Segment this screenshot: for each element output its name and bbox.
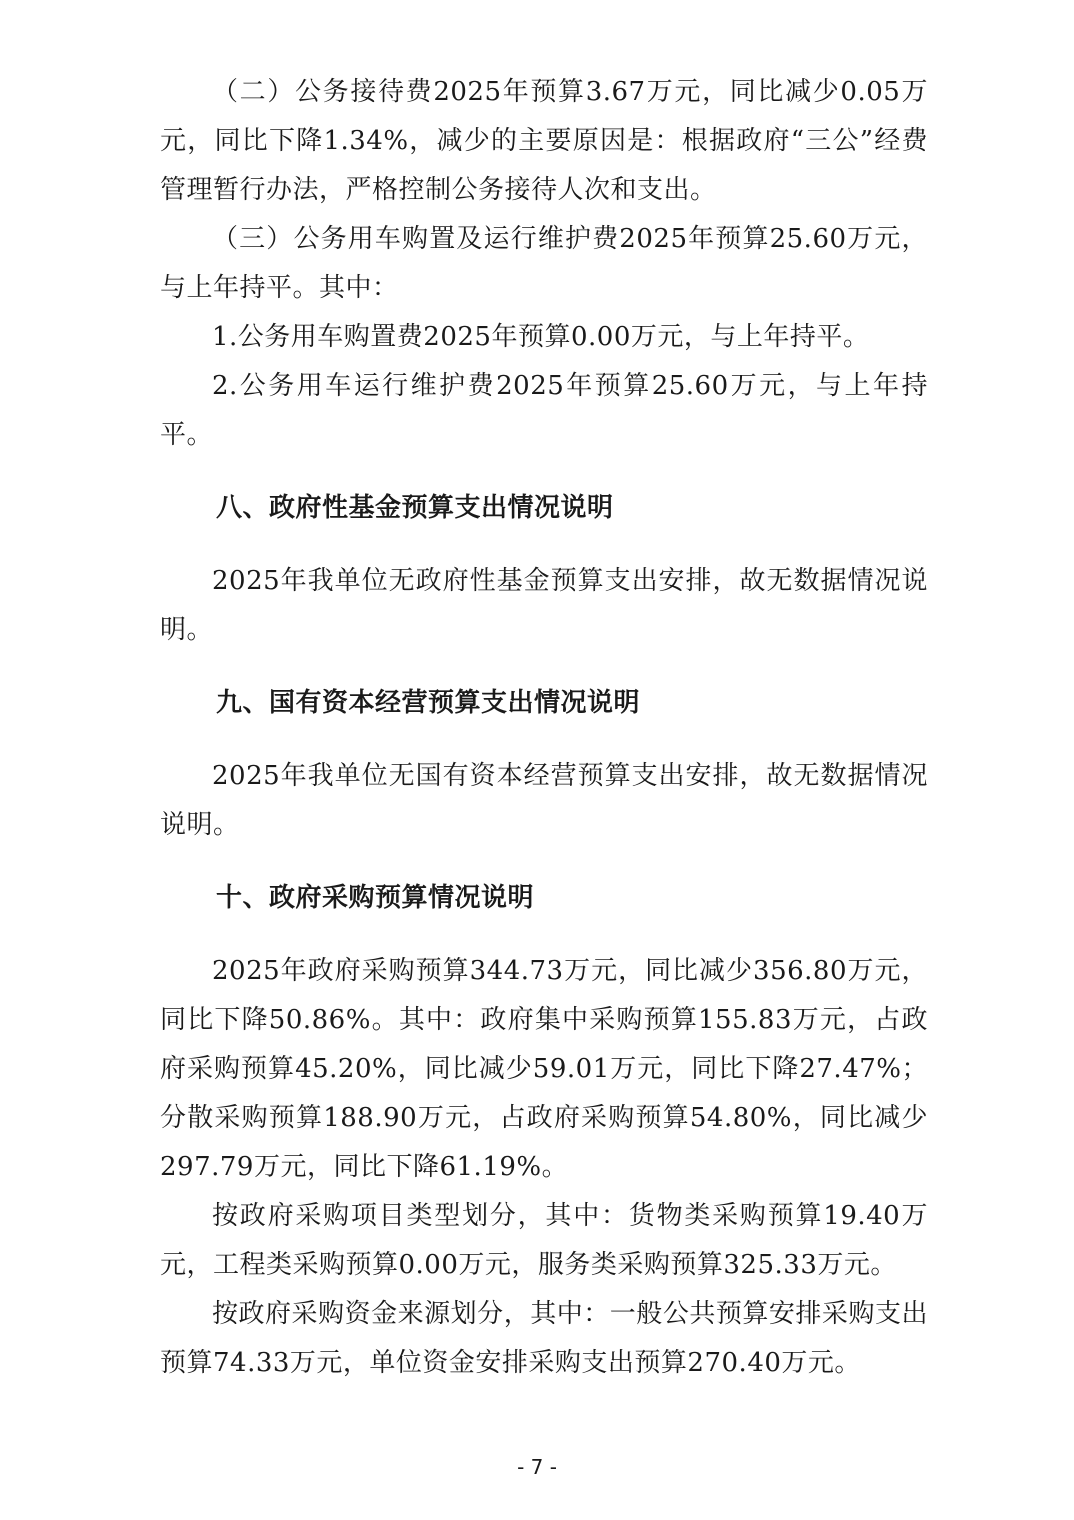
paragraph-state-capital: 2025年我单位无国有资本经营预算支出安排，故无数据情况说明。	[160, 761, 928, 840]
page-number: - 7 -	[517, 1455, 557, 1479]
document-page	[160, 68, 928, 1388]
section-heading-procurement: 十、政府采购预算情况说明	[216, 883, 535, 913]
section-heading-government-fund: 八、政府性基金预算支出情况说明	[216, 493, 614, 523]
paragraph-vehicle-expense: （三）公务用车购置及运行维护费2025年预算25.60万元，与上年持平。其中：	[160, 224, 928, 303]
paragraph-procurement-total: 2025年政府采购预算344.73万元，同比减少356.80万元，同比下降50.86%。其中：政府集中采购预算155.83万元，占政府采购预算45.20%，同比减少59.01万元，同比下降27.47%；分散采购预算188.90万元，占政府采购预算54.80%，同比减少297.79万元，同比下降61.19%。	[160, 956, 928, 1182]
paragraph-vehicle-purchase: 1.公务用车购置费2025年预算0.00万元，与上年持平。	[212, 322, 870, 352]
paragraph-government-fund: 2025年我单位无政府性基金预算支出安排，故无数据情况说明。	[160, 566, 928, 645]
paragraph-procurement-by-type: 按政府采购项目类型划分，其中：货物类采购预算19.40万元，工程类采购预算0.00万元，服务类采购预算325.33万元。	[160, 1201, 928, 1280]
paragraph-procurement-by-source: 按政府采购资金来源划分，其中：一般公共预算安排采购支出预算74.33万元，单位资金安排采购支出预算270.40万元。	[160, 1299, 928, 1378]
paragraph-vehicle-maintenance: 2.公务用车运行维护费2025年预算25.60万元，与上年持平。	[160, 371, 928, 450]
section-heading-state-capital: 九、国有资本经营预算支出情况说明	[216, 688, 641, 718]
paragraph-reception-expense: （二）公务接待费2025年预算3.67万元，同比减少0.05万元，同比下降1.34%，减少的主要原因是：根据政府“三公”经费管理暂行办法，严格控制公务接待人次和支出。	[160, 77, 928, 205]
